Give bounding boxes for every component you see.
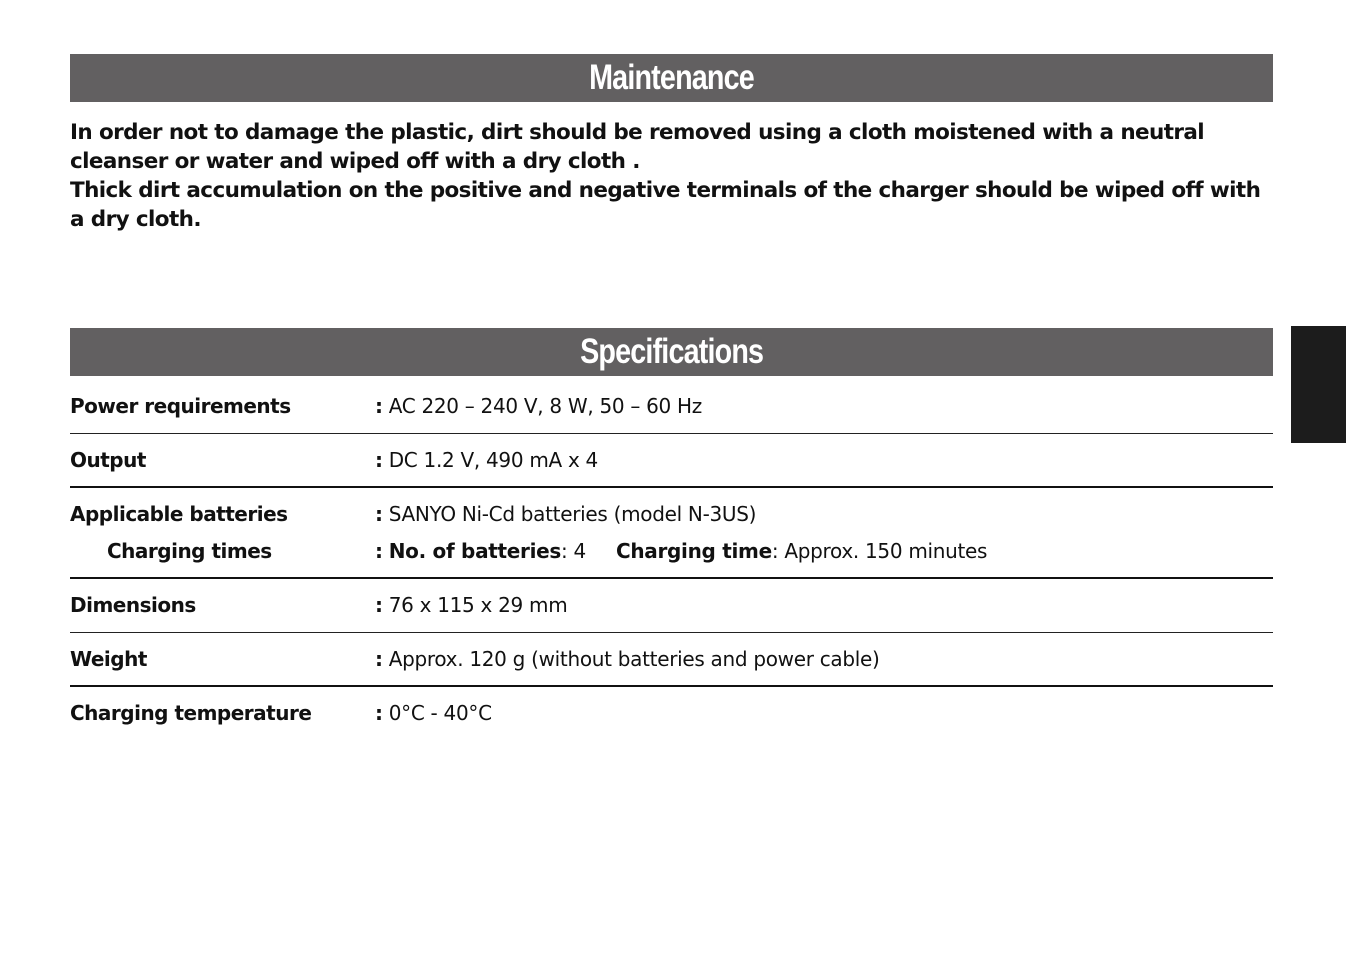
spec-value-charging-times [375, 539, 987, 563]
maintenance-paragraph-2: Thick dirt accumulation on the positive and negative terminals of the charger should be wiped off with a dry cloth. [70, 178, 1261, 232]
spec-row-dimensions [70, 579, 1273, 633]
spec-row-temperature [70, 687, 1273, 741]
spec-label-charging-times: Charging times [107, 539, 272, 563]
specifications-heading-bar [70, 328, 1273, 376]
spec-value-weight [375, 647, 880, 671]
spec-value-temperature [375, 701, 492, 725]
maintenance-heading-bar [70, 54, 1273, 102]
maintenance-paragraph-1: In order not to damage the plastic, dirt should be removed using a cloth moistened with a neutral cleanser or water and wiped off with a dry cloth . [70, 120, 1205, 174]
charging-time-value: : Approx. 150 minutes [771, 539, 988, 563]
power-value-text: AC 220 – 240 V, 8 W, 50 – 60 Hz [388, 394, 702, 418]
maintenance-title: Maintenance [589, 58, 754, 97]
batteries-value-text: SANYO Ni-Cd batteries (model N-3US) [388, 502, 757, 526]
output-value-text: DC 1.2 V, 490 mA x 4 [388, 448, 598, 472]
spec-row-batteries [70, 488, 1273, 579]
colon: : [375, 539, 383, 563]
spec-value-power [375, 394, 702, 418]
num-batteries-label: No. of batteries [388, 539, 562, 563]
colon: : [375, 502, 383, 526]
spec-value-batteries [375, 502, 756, 526]
spec-value-output [375, 448, 598, 472]
colon: : [375, 647, 383, 671]
colon: : [375, 701, 383, 725]
colon: : [375, 448, 383, 472]
num-batteries-value: : 4 [561, 539, 586, 563]
specifications-title: Specifications [579, 332, 764, 371]
spec-row-power [70, 380, 1273, 434]
spec-value-dimensions [375, 593, 567, 617]
spec-label-weight: Weight [70, 647, 147, 671]
maintenance-text [70, 118, 1273, 234]
weight-value-text: Approx. 120 g (without batteries and power cable) [388, 647, 880, 671]
spec-label-temperature: Charging temperature [70, 701, 312, 725]
section-tab-marker [1291, 326, 1346, 443]
spec-label-dimensions: Dimensions [70, 593, 196, 617]
spec-row-output [70, 434, 1273, 488]
spec-label-batteries: Applicable batteries [70, 502, 288, 526]
colon: : [375, 593, 383, 617]
dimensions-value-text: 76 x 115 x 29 mm [388, 593, 568, 617]
spec-row-weight [70, 633, 1273, 687]
temperature-value-text: 0°C - 40°C [388, 701, 492, 725]
spec-label-power: Power requirements [70, 394, 291, 418]
specifications-table [70, 380, 1273, 741]
spec-label-output: Output [70, 448, 146, 472]
colon: : [375, 394, 383, 418]
charging-time-label: Charging time [615, 539, 772, 563]
